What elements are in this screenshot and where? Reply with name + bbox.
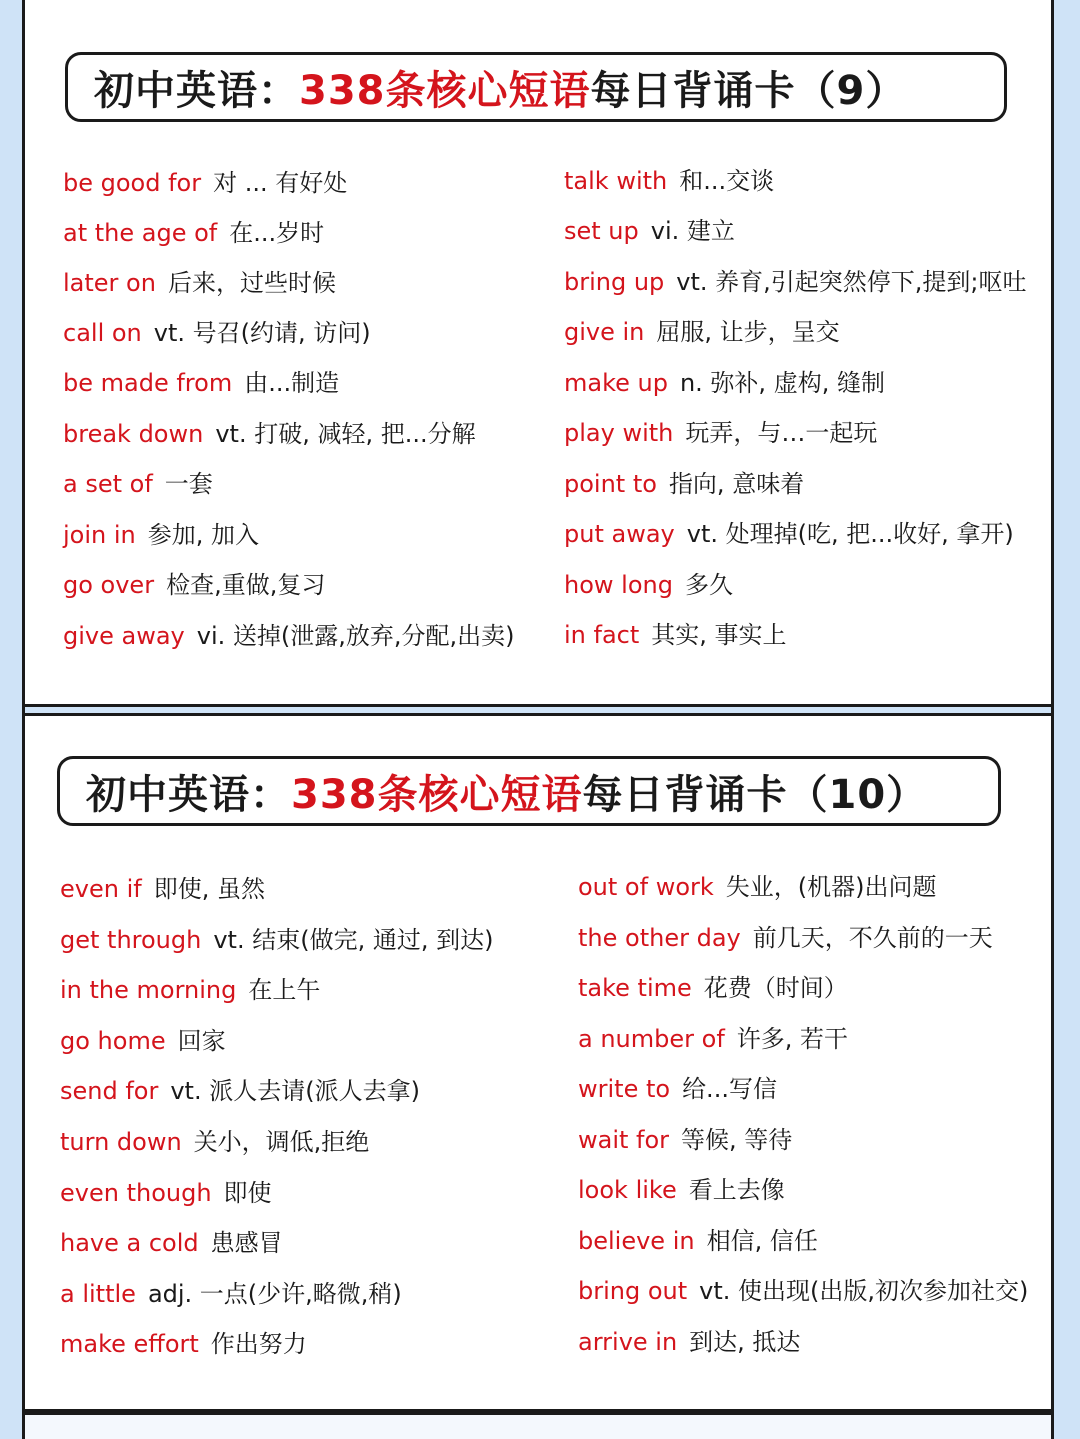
card-title (65, 52, 1007, 122)
phrase-en: arrive in (578, 1328, 678, 1356)
phrase-item (63, 218, 324, 248)
card-10 (22, 713, 1054, 1412)
bottom-edge (22, 1412, 1054, 1439)
phrase-en: join in (63, 521, 136, 549)
phrase-item (578, 923, 993, 953)
phrase-en: play with (564, 419, 674, 447)
phrase-zh: vt. 派人去请(派人去拿) (170, 1077, 420, 1105)
phrase-zh: 玩弄，与…一起玩 (685, 419, 878, 447)
phrase-zh: 关小，调低,拒绝 (193, 1128, 370, 1156)
phrase-zh: 即使, 虽然 (153, 875, 265, 903)
phrase-item (60, 1228, 283, 1258)
phrase-en: bring up (564, 268, 665, 296)
phrase-item (578, 1125, 792, 1155)
phrase-zh: vi. 送掉(泄露,放弃,分配,出卖) (196, 622, 515, 650)
phrase-item (63, 570, 325, 600)
phrase-item (63, 168, 347, 198)
phrase-en: out of work (578, 873, 714, 901)
phrase-zh: 花费（时间） (703, 974, 848, 1002)
phrase-zh: vi. 建立 (650, 217, 735, 245)
phrase-zh: 在...岁时 (229, 219, 325, 247)
phrase-zh: 相信, 信任 (706, 1227, 818, 1255)
phrase-en: put away (564, 520, 675, 548)
phrase-zh: 失业，(机器)出问题 (725, 873, 937, 901)
phrase-zh: 检查,重做,复习 (166, 571, 326, 599)
phrase-en: be good for (63, 169, 202, 197)
phrase-en: break down (63, 420, 204, 448)
phrase-zh: 到达, 抵达 (689, 1328, 801, 1356)
phrase-item (578, 1226, 818, 1256)
phrase-en: at the age of (63, 219, 218, 247)
phrase-item (63, 621, 515, 651)
phrase-item (564, 166, 774, 196)
phrase-item (564, 317, 840, 347)
phrase-zh: vt. 养育,引起突然停下,提到;呕吐 (676, 268, 1027, 296)
title-suffix: 每日背诵卡（9） (590, 67, 907, 114)
phrase-zh: adj. 一点(少许,略微,稍) (147, 1280, 402, 1308)
phrase-item (63, 268, 336, 298)
title-prefix: 初中英语： (94, 67, 299, 114)
phrase-en: take time (578, 974, 692, 1002)
phrase-item (578, 1074, 777, 1104)
phrase-zh: 由...制造 (244, 369, 340, 397)
phrase-item (60, 1178, 272, 1208)
phrase-item (63, 520, 259, 550)
phrase-en: how long (564, 571, 673, 599)
phrase-en: be made from (63, 369, 233, 397)
phrase-zh: 在上午 (248, 976, 321, 1004)
phrase-en: a little (60, 1280, 136, 1308)
phrase-item (564, 620, 787, 650)
phrase-en: bring out (578, 1277, 688, 1305)
phrase-item (63, 419, 476, 449)
phrase-en: a set of (63, 470, 153, 498)
phrase-zh: 等候, 等待 (681, 1126, 793, 1154)
phrase-zh: 回家 (177, 1027, 226, 1055)
phrase-en: a number of (578, 1025, 725, 1053)
phrase-en: look like (578, 1176, 677, 1204)
phrase-zh: vt. 号召(约请, 访问) (153, 319, 371, 347)
phrase-item (63, 368, 339, 398)
phrase-item (60, 925, 493, 955)
phrase-item (60, 1279, 402, 1309)
phrase-item (564, 519, 1014, 549)
phrase-zh: 屈服, 让步，呈交 (656, 318, 840, 346)
phrase-zh: vt. 使出现(出版,初次参加社交) (699, 1277, 1029, 1305)
phrase-en: even if (60, 875, 142, 903)
phrase-en: get through (60, 926, 202, 954)
phrase-en: the other day (578, 924, 741, 952)
phrase-zh: 后来，过些时候 (167, 269, 336, 297)
phrase-en: give in (564, 318, 645, 346)
phrase-en: turn down (60, 1128, 182, 1156)
phrase-en: send for (60, 1077, 159, 1105)
phrase-en: write to (578, 1075, 671, 1103)
phrase-zh: vt. 处理掉(吃, 把...收好, 拿开) (686, 520, 1014, 548)
phrase-zh: 参加, 加入 (147, 521, 260, 549)
phrase-en: go home (60, 1027, 166, 1055)
title-prefix: 初中英语： (86, 771, 291, 818)
phrase-en: point to (564, 470, 657, 498)
phrase-zh: 对 ... 有好处 (213, 169, 348, 197)
phrase-zh: 看上去像 (688, 1176, 785, 1204)
phrase-en: have a cold (60, 1229, 199, 1257)
phrase-zh: 给...写信 (682, 1075, 777, 1103)
phrase-item (578, 1276, 1028, 1306)
phrase-zh: 前几天，不久前的一天 (752, 924, 993, 952)
phrase-zh: 许多, 若干 (736, 1025, 849, 1053)
phrase-en: believe in (578, 1227, 695, 1255)
phrase-en: give away (63, 622, 185, 650)
title-highlight: 338条核心短语 (299, 67, 591, 114)
phrase-item (60, 975, 320, 1005)
phrase-item (564, 368, 885, 398)
phrase-zh: 患感冒 (210, 1229, 283, 1257)
phrase-en: in the morning (60, 976, 237, 1004)
phrase-zh: n. 弥补, 虚构, 缝制 (679, 369, 885, 397)
phrase-zh: 和...交谈 (679, 167, 775, 195)
phrase-item (60, 1127, 369, 1157)
phrase-en: make effort (60, 1330, 199, 1358)
phrase-item (564, 418, 877, 448)
card-9 (22, 0, 1054, 707)
phrase-zh: 一套 (164, 470, 213, 498)
phrase-item (564, 216, 735, 246)
phrase-item (60, 1026, 226, 1056)
title-highlight: 338条核心短语 (291, 771, 583, 818)
phrase-item (578, 1327, 800, 1357)
phrase-item (60, 874, 265, 904)
phrase-en: in fact (564, 621, 640, 649)
card-title (57, 756, 1001, 826)
phrase-item (564, 469, 804, 499)
phrase-item (578, 973, 848, 1003)
phrase-zh: 多久 (684, 571, 733, 599)
phrase-zh: vt. 结束(做完, 通过, 到达) (213, 926, 494, 954)
phrase-zh: 作出努力 (210, 1330, 307, 1358)
phrase-en: wait for (578, 1126, 670, 1154)
phrase-item (60, 1329, 307, 1359)
phrase-item (578, 1175, 785, 1205)
phrase-item (564, 267, 1027, 297)
phrase-item (63, 318, 371, 348)
phrase-en: call on (63, 319, 142, 347)
phrase-item (564, 570, 733, 600)
phrase-en: go over (63, 571, 155, 599)
phrase-zh: 其实, 事实上 (651, 621, 787, 649)
phrase-zh: vt. 打破, 减轻, 把...分解 (215, 420, 476, 448)
title-suffix: 每日背诵卡（10） (582, 771, 928, 818)
phrase-item (578, 872, 937, 902)
phrase-en: set up (564, 217, 639, 245)
phrase-en: later on (63, 269, 156, 297)
phrase-en: talk with (564, 167, 668, 195)
phrase-en: even though (60, 1179, 212, 1207)
phrase-en: make up (564, 369, 668, 397)
phrase-item (60, 1076, 420, 1106)
phrase-zh: 指向, 意味着 (668, 470, 805, 498)
phrase-item (578, 1024, 848, 1054)
phrase-zh: 即使 (223, 1179, 272, 1207)
phrase-item (63, 469, 213, 499)
